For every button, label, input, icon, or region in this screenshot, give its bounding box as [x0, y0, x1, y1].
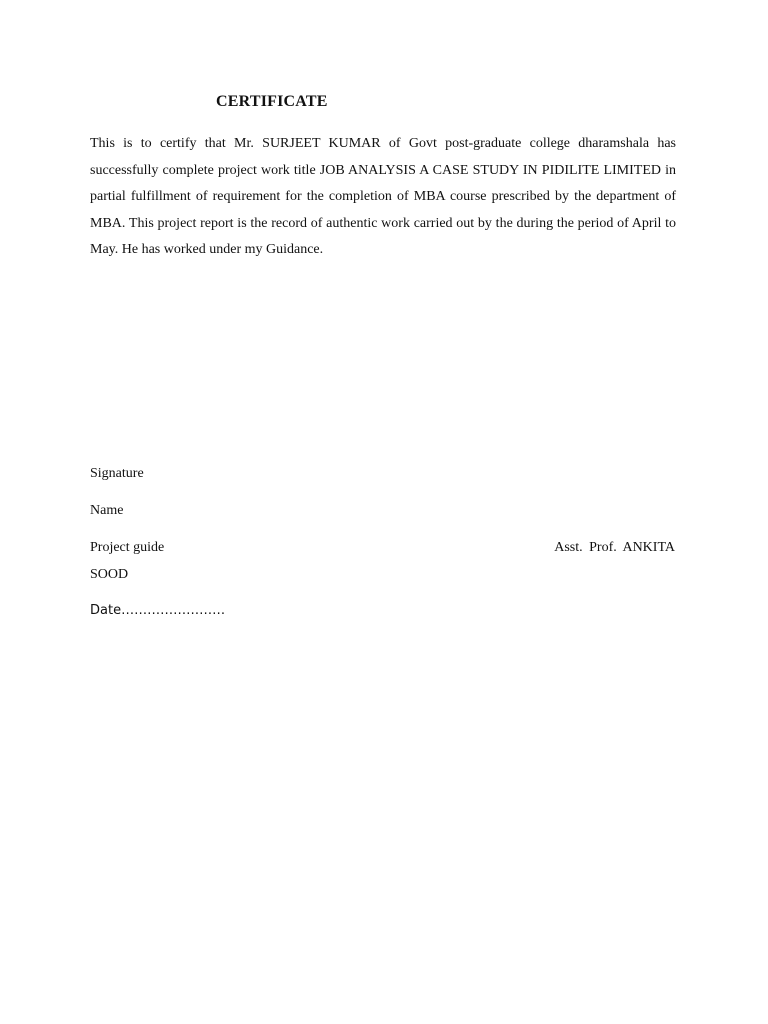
guide-name-line1: Asst. Prof. ANKITA	[554, 540, 675, 555]
guide-name-line2: SOOD	[90, 567, 129, 582]
name-label: Name	[90, 503, 124, 518]
signature-label: Signature	[90, 466, 144, 481]
certificate-body-text: This is to certify that Mr. SURJEET KUMAR of Govt post-graduate college dharamshala has successfully complete project work title JOB ANALYSIS A CASE STUDY IN PIDILITE LIMITED in partial fulfillment of requirement for the completion of MBA course prescribed by the department of MBA. This project report is the record of authentic work carried out by the during the period of April to May. He has worked under my Guidance.	[90, 136, 676, 257]
certificate-title: CERTIFICATE	[216, 93, 328, 110]
date-label: Date……………………	[90, 603, 226, 618]
project-guide-row	[90, 539, 675, 557]
project-guide-label: Project guide	[90, 540, 165, 555]
